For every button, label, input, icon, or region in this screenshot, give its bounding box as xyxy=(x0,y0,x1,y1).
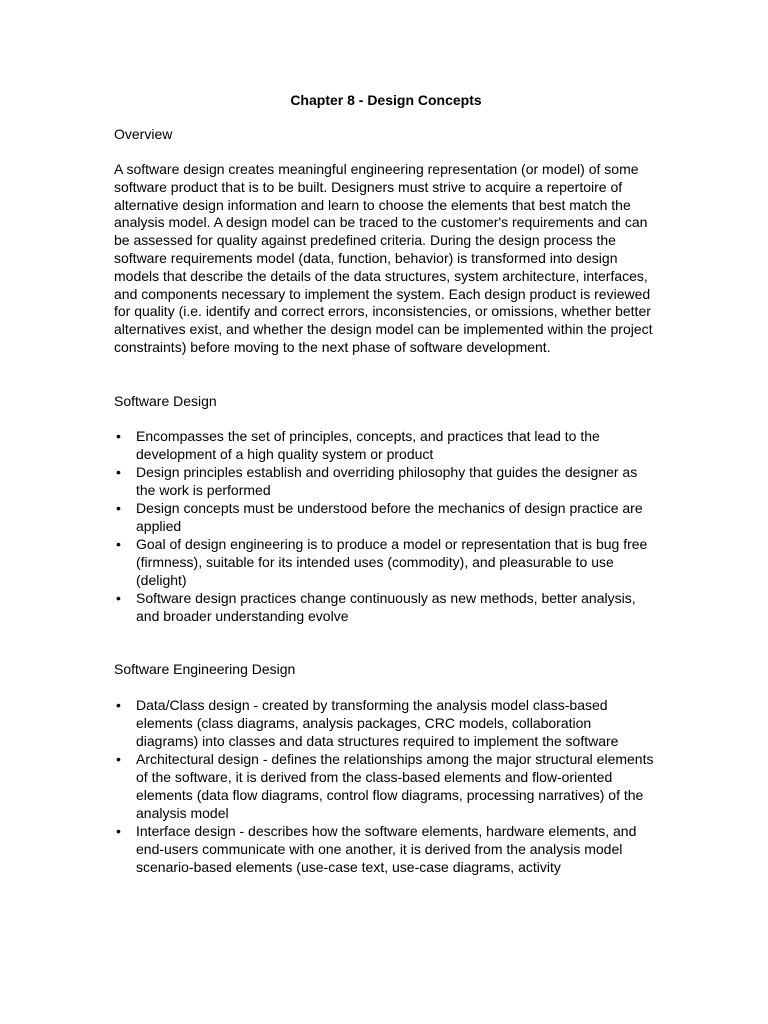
list-item xyxy=(114,535,656,589)
software-engineering-design-list xyxy=(114,696,656,876)
bullet-icon: • xyxy=(116,463,121,480)
list-item xyxy=(114,427,656,463)
spacer xyxy=(114,357,656,392)
list-item xyxy=(114,463,656,499)
list-item-text: Design principles establish and overriding philosophy that guides the designer as the work is performed xyxy=(136,463,638,498)
bullet-icon: • xyxy=(116,535,121,552)
bullet-icon: • xyxy=(116,499,121,516)
list-item-text: Data/Class design - created by transforming the analysis model class-based elements (class diagrams, analysis packages, CRC models, collaboration diagrams) into classes and data structures required to implement the software xyxy=(136,696,619,749)
list-item-text: Software design practices change continuously as new methods, better analysis, and broader understanding evolve xyxy=(136,589,636,624)
list-item xyxy=(114,499,656,535)
list-item xyxy=(114,750,656,822)
bullet-icon: • xyxy=(116,696,121,713)
list-item-text: Goal of design engineering is to produce a model or representation that is bug free (firmness), suitable for its intended uses (commodity), and pleasurable to use (delight) xyxy=(136,535,648,588)
software-engineering-design-heading: Software Engineering Design xyxy=(114,660,296,677)
list-item xyxy=(114,822,656,876)
bullet-icon: • xyxy=(116,822,121,839)
software-design-heading: Software Design xyxy=(114,392,217,409)
list-item-text: Interface design - describes how the software elements, hardware elements, and end-users communicate with one another, it is derived from the analysis model scenario-based elements (use-case text, use-case diagrams, activity xyxy=(136,822,637,875)
list-item xyxy=(114,696,656,750)
bullet-icon: • xyxy=(116,589,121,606)
overview-paragraph: A software design creates meaningful engineering representation (or model) of some software product that is to be built. Designers must strive to acquire a repertoire of alternative design information and learn to choose the elements that best match the analysis model. A design model can be traced to the customer's requirements and can be assessed for quality against predefined criteria. During the design process the software requirements model (data, function, behavior) is transformed into design models that describe the details of the data structures, system architecture, interfaces, and components necessary to implement the system. Each design product is reviewed for quality (i.e. identify and correct errors, inconsistencies, or omissions, whether better alternatives exist, and whether the design model can be implemented within the project constraints) before moving to the next phase of software development. xyxy=(114,161,653,355)
list-item-text: Encompasses the set of principles, concepts, and practices that lead to the development of a high quality system or product xyxy=(136,427,600,462)
page-title: Chapter 8 - Design Concepts xyxy=(290,92,482,108)
spacer xyxy=(114,143,656,161)
list-item-text: Architectural design - defines the relationships among the major structural elements of the software, it is derived from the class-based elements and flow-oriented elements (data flow diagrams, control flow diagrams, processing narratives) of the analysis model xyxy=(136,750,654,821)
overview-heading: Overview xyxy=(114,126,173,142)
bullet-icon: • xyxy=(116,750,121,767)
bullet-icon: • xyxy=(116,427,121,444)
list-item-text: Design concepts must be understood before the mechanics of design practice are applied xyxy=(136,499,643,534)
spacer xyxy=(114,625,656,660)
software-design-list xyxy=(114,427,656,625)
list-item xyxy=(114,589,656,625)
spacer xyxy=(114,678,656,696)
spacer xyxy=(114,410,656,427)
